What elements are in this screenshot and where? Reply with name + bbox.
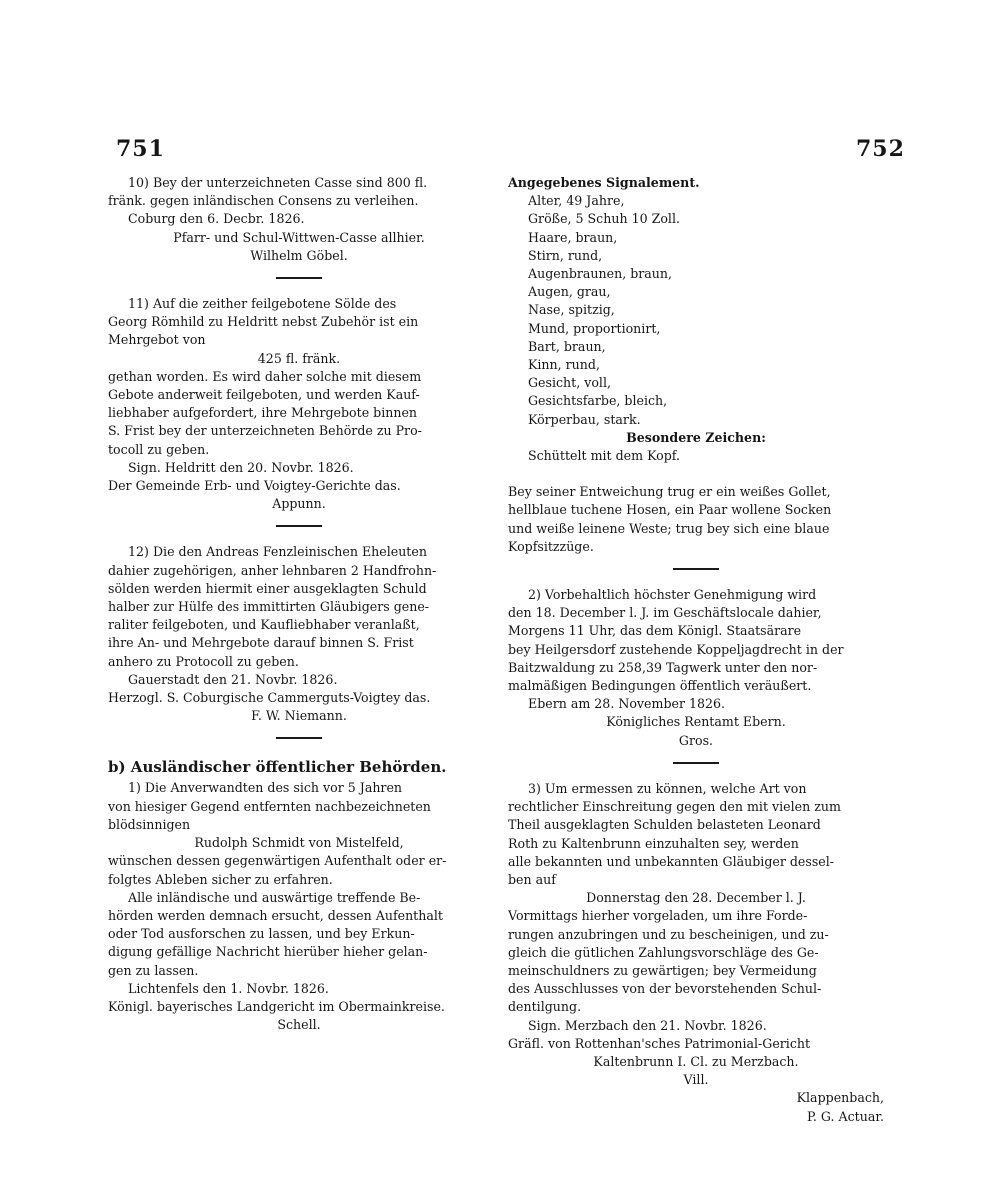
authority-line: Kaltenbrunn I. Cl. zu Merzbach. xyxy=(593,1053,799,1069)
text-line: halber zur Hülfe des immittirten Gläubigers gene- xyxy=(108,599,430,615)
signalement-item: Haare, braun, xyxy=(528,229,618,245)
signalement-item: Stirn, rund, xyxy=(528,247,603,263)
text-line: ben auf xyxy=(508,871,556,887)
clothing-description xyxy=(508,483,884,556)
signalement-item: Augenbraunen, braun, xyxy=(528,266,673,282)
signalement-item: Gesichtsfarbe, bleich, xyxy=(528,393,668,409)
text-line: dahier zugehörigen, anher lehnbaren 2 Handfrohn- xyxy=(108,562,437,578)
date-line: Sign. Merzbach den 21. Novbr. 1826. xyxy=(528,1017,767,1033)
text-line: des Ausschlusses von der bevorstehenden Schul- xyxy=(508,981,822,997)
text-line: von hiesiger Gegend entfernten nachbezeichneten xyxy=(108,798,431,814)
notice-11 xyxy=(108,295,490,513)
text-line: wünschen dessen gegenwärtigen Aufenthalt oder er- xyxy=(108,853,447,869)
signature: Schell. xyxy=(277,1017,321,1033)
text-line: tocoll zu geben. xyxy=(108,441,210,457)
text-line: 12) Die den Andreas Fenzleinischen Eheleuten xyxy=(128,544,427,560)
signalement-item: Mund, proportionirt, xyxy=(528,320,661,336)
date-line: Ebern am 28. November 1826. xyxy=(528,696,726,712)
text-line: 10) Bey der unterzeichneten Casse sind 800 fl. xyxy=(128,175,428,190)
date-line: Lichtenfels den 1. Novbr. 1826. xyxy=(128,980,329,996)
authority-line: Herzogl. S. Coburgische Cammerguts-Voigtey das. xyxy=(108,690,431,706)
signature: Vill. xyxy=(683,1072,709,1088)
page-number-right: 752 xyxy=(856,136,905,162)
text-line: Bey seiner Entweichung trug er ein weißes Gollet, xyxy=(508,484,831,500)
signalement-item: Größe, 5 Schuh 10 Zoll. xyxy=(528,211,680,227)
text-line: gleich die gütlichen Zahlungsvorschläge des Ge- xyxy=(508,944,819,960)
signalement-list xyxy=(508,192,884,429)
text-line: malmäßigen Bedingungen öffentlich veräußert. xyxy=(508,678,812,694)
text-line: gethan worden. Es wird daher solche mit diesem xyxy=(108,368,422,384)
text-line: Theil ausgeklagten Schulden belasteten Leonard xyxy=(508,817,821,833)
text-line: Roth zu Kaltenbrunn einzuhalten sey, werden xyxy=(508,835,799,851)
separator-rule xyxy=(276,525,322,527)
text-line: 3) Um ermessen zu können, welche Art von xyxy=(528,780,807,796)
date-line: Donnerstag den 28. December l. J. xyxy=(586,890,806,906)
text-line: rungen anzubringen und zu bescheinigen, und zu- xyxy=(508,926,829,942)
text-line: und weiße leinene Weste; trug bey sich eine blaue xyxy=(508,520,830,536)
text-line: rechtlicher Einschreitung gegen den mit vielen zum xyxy=(508,799,841,815)
separator-rule xyxy=(276,277,322,279)
text-line: ihre An- und Mehrgebote darauf binnen S. Frist xyxy=(108,635,414,651)
signalement-item: Gesicht, voll, xyxy=(528,375,611,391)
signature: Klappenbach, xyxy=(796,1090,884,1106)
signalement-item: Körperbau, stark. xyxy=(528,411,641,427)
date-line: Sign. Heldritt den 20. Novbr. 1826. xyxy=(128,459,354,475)
text-line: hellblaue tuchene Hosen, ein Paar wollene Socken xyxy=(508,502,832,518)
text-line: 11) Auf die zeither feilgebotene Sölde des xyxy=(128,296,397,312)
notice-12 xyxy=(108,543,490,725)
authority-line: Königliches Rentamt Ebern. xyxy=(606,714,786,730)
notice-3 xyxy=(508,780,884,1126)
signature: F. W. Niemann. xyxy=(251,708,347,724)
signature: Wilhelm Göbel. xyxy=(250,247,348,263)
text-line: Alle inländische und auswärtige treffende Be- xyxy=(128,889,421,905)
text-line: den 18. December l. J. im Geschäftslocale dahier, xyxy=(508,605,822,621)
signalement-heading: Angegebenes Signalement. xyxy=(508,175,700,190)
amount-line: 425 fl. fränk. xyxy=(257,350,341,366)
signature: Appunn. xyxy=(272,496,326,512)
date-line: Coburg den 6. Decbr. 1826. xyxy=(128,211,305,227)
text-line: Kopfsitzzüge. xyxy=(508,538,594,554)
separator-rule xyxy=(276,737,322,739)
signalement-item: Nase, spitzig, xyxy=(528,302,615,318)
page-number-left: 751 xyxy=(116,136,165,162)
text-line: oder Tod ausforschen zu lassen, und bey Erkun- xyxy=(108,926,415,942)
signature: Gros. xyxy=(678,732,714,748)
signature: P. G. Actuar. xyxy=(806,1108,884,1124)
left-column xyxy=(108,174,490,1034)
authority-line: Gräfl. von Rottenhan'sches Patrimonial-Gericht xyxy=(508,1035,811,1051)
signalement-item: Augen, grau, xyxy=(528,284,611,300)
text-line: liebhaber aufgefordert, ihre Mehrgebote binnen xyxy=(108,405,418,421)
signalement-item: Kinn, rund, xyxy=(528,357,600,373)
text-line: hörden werden demnach ersucht, dessen Aufenthalt xyxy=(108,907,443,923)
text-line: Mehrgebot von xyxy=(108,332,206,348)
person-name: Rudolph Schmidt von Mistelfeld, xyxy=(194,835,404,851)
text-line: raliter feilgeboten, und Kaufliebhaber veranlaßt, xyxy=(108,617,420,633)
text-line: sölden werden hiermit einer ausgeklagten Schuld xyxy=(108,580,427,596)
text-line: meinschuldners zu gewärtigen; bey Vermeidung xyxy=(508,962,817,978)
authority-line: Pfarr- und Schul-Wittwen-Casse allhier. xyxy=(173,229,425,245)
right-column xyxy=(508,174,884,1126)
text-line: anhero zu Protocoll zu geben. xyxy=(108,653,299,669)
section-heading: b) Ausländischer öffentlicher Behörden. xyxy=(108,758,447,777)
authority-line: Königl. bayerisches Landgericht im Obermainkreise. xyxy=(108,998,445,1014)
signalement-item: Alter, 49 Jahre, xyxy=(528,193,625,209)
text-line: folgtes Ableben sicher zu erfahren. xyxy=(108,871,333,887)
signalement-item: Bart, braun, xyxy=(528,338,606,354)
notice-b1 xyxy=(108,779,490,1034)
text-line: gen zu lassen. xyxy=(108,962,199,978)
special-mark: Schüttelt mit dem Kopf. xyxy=(528,448,680,464)
authority-line: Der Gemeinde Erb- und Voigtey-Gerichte das. xyxy=(108,478,401,494)
date-line: Gauerstadt den 21. Novbr. 1826. xyxy=(128,671,338,687)
text-line: blödsinnigen xyxy=(108,816,191,832)
text-line: Gebote anderweit feilgeboten, und werden Kauf- xyxy=(108,387,420,403)
notice-2 xyxy=(508,586,884,750)
text-line: alle bekannten und unbekannten Gläubiger dessel- xyxy=(508,853,835,869)
separator-rule xyxy=(673,568,719,570)
special-marks-heading: Besondere Zeichen: xyxy=(626,429,766,445)
text-line: Morgens 11 Uhr, das dem Königl. Staatsärare xyxy=(508,623,802,639)
notice-10 xyxy=(108,174,490,265)
text-line: Georg Römhild zu Heldritt nebst Zubehör ist ein xyxy=(108,314,419,330)
spacer xyxy=(508,465,884,483)
text-line: 1) Die Anverwandten des sich vor 5 Jahren xyxy=(128,780,403,796)
text-line: bey Heilgersdorf zustehende Koppeljagdrecht in der xyxy=(508,641,844,657)
text-line: 2) Vorbehaltlich höchster Genehmigung wird xyxy=(528,587,817,603)
text-line: fränk. gegen inländischen Consens zu verleihen. xyxy=(108,193,419,209)
separator-rule xyxy=(673,762,719,764)
text-line: digung gefällige Nachricht hierüber hieher gelan- xyxy=(108,944,428,960)
text-line: Vormittags hierher vorgeladen, um ihre Forde- xyxy=(508,908,808,924)
text-line: dentilgung. xyxy=(508,999,582,1015)
text-line: Baitzwaldung zu 258,39 Tagwerk unter den nor- xyxy=(508,659,818,675)
text-line: S. Frist bey der unterzeichneten Behörde zu Pro- xyxy=(108,423,422,439)
